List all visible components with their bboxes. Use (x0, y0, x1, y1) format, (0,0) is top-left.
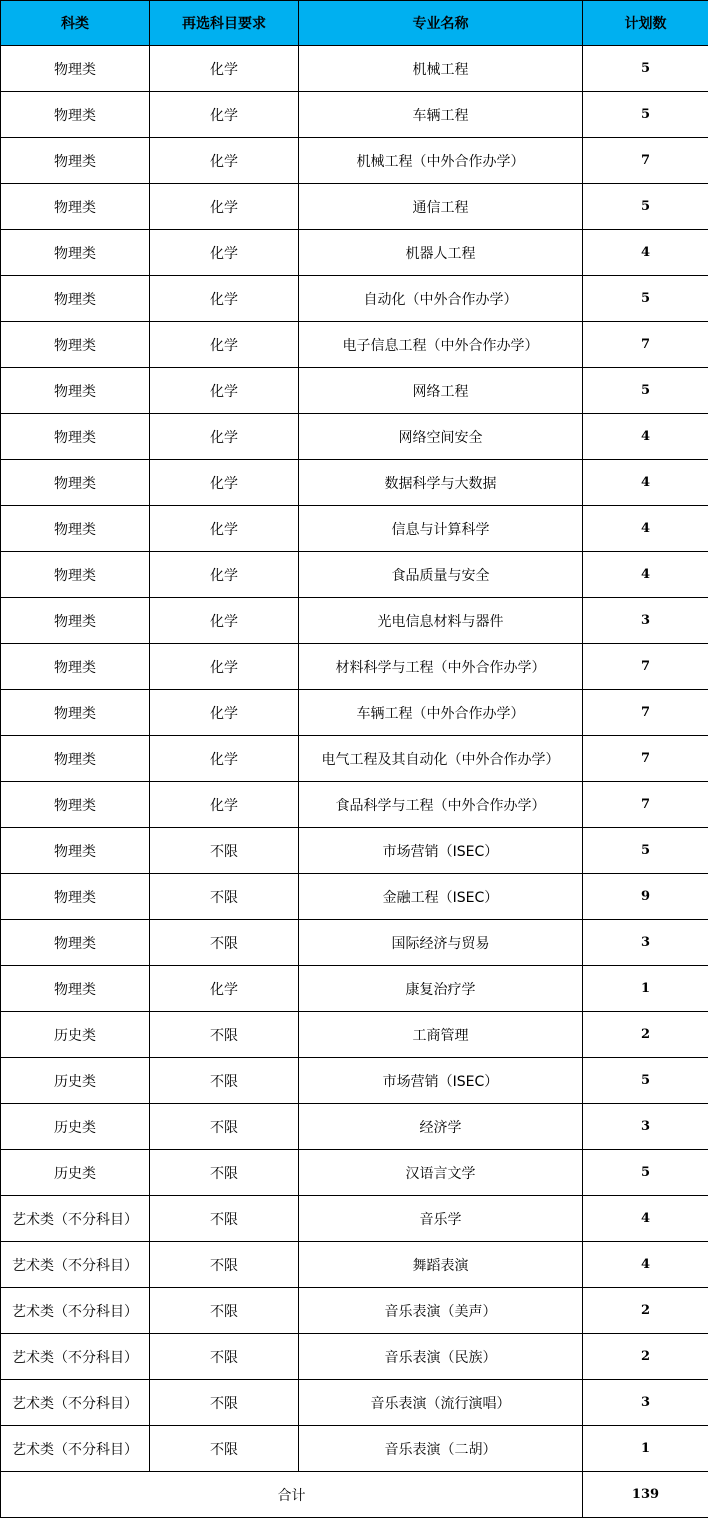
table-row (1, 828, 708, 874)
cell-plan-count: 5 (583, 1150, 708, 1196)
cell-major-name: 数据科学与大数据 (299, 460, 583, 506)
cell-plan-count: 4 (583, 414, 708, 460)
cell-subject-requirement: 不限 (150, 874, 299, 920)
table-row (1, 1196, 708, 1242)
cell-plan-count: 5 (583, 368, 708, 414)
cell-major-name: 食品科学与工程（中外合作办学） (299, 782, 583, 828)
cell-plan-count: 1 (583, 966, 708, 1012)
header-row (1, 1, 708, 46)
cell-category: 物理类 (1, 414, 150, 460)
cell-category: 物理类 (1, 46, 150, 92)
cell-category: 物理类 (1, 782, 150, 828)
cell-major-name: 康复治疗学 (299, 966, 583, 1012)
cell-plan-count: 4 (583, 230, 708, 276)
cell-subject-requirement: 化学 (150, 276, 299, 322)
table-body (1, 46, 708, 1472)
cell-subject-requirement: 不限 (150, 1426, 299, 1472)
total-row (1, 1472, 708, 1518)
cell-plan-count: 7 (583, 138, 708, 184)
cell-category: 艺术类（不分科目） (1, 1380, 150, 1426)
cell-plan-count: 3 (583, 598, 708, 644)
cell-category: 物理类 (1, 506, 150, 552)
cell-subject-requirement: 化学 (150, 598, 299, 644)
cell-major-name: 车辆工程（中外合作办学） (299, 690, 583, 736)
table-row (1, 966, 708, 1012)
table-row (1, 322, 708, 368)
cell-category: 物理类 (1, 828, 150, 874)
table-row (1, 368, 708, 414)
cell-plan-count: 1 (583, 1426, 708, 1472)
cell-category: 物理类 (1, 598, 150, 644)
table-row (1, 782, 708, 828)
cell-subject-requirement: 不限 (150, 1196, 299, 1242)
cell-plan-count: 7 (583, 322, 708, 368)
cell-category: 艺术类（不分科目） (1, 1242, 150, 1288)
cell-category: 物理类 (1, 184, 150, 230)
cell-category: 物理类 (1, 92, 150, 138)
cell-subject-requirement: 不限 (150, 1104, 299, 1150)
cell-plan-count: 4 (583, 552, 708, 598)
cell-category: 艺术类（不分科目） (1, 1196, 150, 1242)
header-category: 科类 (1, 1, 150, 46)
table-row (1, 460, 708, 506)
table-row (1, 920, 708, 966)
cell-subject-requirement: 不限 (150, 1012, 299, 1058)
table-row (1, 1058, 708, 1104)
table-row (1, 552, 708, 598)
cell-major-name: 工商管理 (299, 1012, 583, 1058)
cell-subject-requirement: 不限 (150, 1242, 299, 1288)
table-row (1, 1288, 708, 1334)
cell-subject-requirement: 化学 (150, 414, 299, 460)
cell-plan-count: 7 (583, 644, 708, 690)
cell-major-name: 信息与计算科学 (299, 506, 583, 552)
table-row (1, 736, 708, 782)
cell-major-name: 金融工程（ISEC） (299, 874, 583, 920)
cell-category: 物理类 (1, 736, 150, 782)
cell-major-name: 市场营销（ISEC） (299, 828, 583, 874)
table-row (1, 1104, 708, 1150)
cell-subject-requirement: 不限 (150, 1380, 299, 1426)
cell-plan-count: 4 (583, 1242, 708, 1288)
cell-subject-requirement: 化学 (150, 184, 299, 230)
header-subject-requirement: 再选科目要求 (150, 1, 299, 46)
table-row (1, 138, 708, 184)
cell-major-name: 光电信息材料与器件 (299, 598, 583, 644)
cell-subject-requirement: 不限 (150, 1058, 299, 1104)
cell-subject-requirement: 化学 (150, 966, 299, 1012)
table-row (1, 690, 708, 736)
cell-category: 物理类 (1, 138, 150, 184)
table-row (1, 1426, 708, 1472)
cell-plan-count: 7 (583, 736, 708, 782)
cell-major-name: 食品质量与安全 (299, 552, 583, 598)
cell-major-name: 经济学 (299, 1104, 583, 1150)
cell-category: 历史类 (1, 1150, 150, 1196)
cell-major-name: 网络工程 (299, 368, 583, 414)
cell-category: 艺术类（不分科目） (1, 1288, 150, 1334)
cell-subject-requirement: 化学 (150, 230, 299, 276)
cell-plan-count: 2 (583, 1334, 708, 1380)
table-row (1, 92, 708, 138)
header-plan-count: 计划数 (583, 1, 708, 46)
cell-category: 物理类 (1, 460, 150, 506)
cell-major-name: 舞蹈表演 (299, 1242, 583, 1288)
cell-plan-count: 5 (583, 46, 708, 92)
table-row (1, 598, 708, 644)
cell-category: 物理类 (1, 690, 150, 736)
cell-plan-count: 4 (583, 1196, 708, 1242)
cell-plan-count: 5 (583, 184, 708, 230)
cell-subject-requirement: 化学 (150, 644, 299, 690)
cell-plan-count: 2 (583, 1012, 708, 1058)
header-major-name: 专业名称 (299, 1, 583, 46)
cell-plan-count: 7 (583, 782, 708, 828)
cell-major-name: 汉语言文学 (299, 1150, 583, 1196)
cell-plan-count: 5 (583, 828, 708, 874)
cell-category: 历史类 (1, 1012, 150, 1058)
cell-subject-requirement: 化学 (150, 138, 299, 184)
table-row (1, 1334, 708, 1380)
cell-plan-count: 5 (583, 276, 708, 322)
cell-major-name: 音乐表演（二胡） (299, 1426, 583, 1472)
cell-major-name: 音乐表演（民族） (299, 1334, 583, 1380)
cell-subject-requirement: 化学 (150, 46, 299, 92)
total-value: 139 (583, 1472, 708, 1518)
table-row (1, 506, 708, 552)
cell-major-name: 音乐表演（美声） (299, 1288, 583, 1334)
table-row (1, 644, 708, 690)
cell-plan-count: 4 (583, 506, 708, 552)
cell-major-name: 电气工程及其自动化（中外合作办学） (299, 736, 583, 782)
cell-category: 历史类 (1, 1058, 150, 1104)
table-row (1, 1242, 708, 1288)
cell-subject-requirement: 化学 (150, 92, 299, 138)
cell-category: 物理类 (1, 368, 150, 414)
cell-major-name: 通信工程 (299, 184, 583, 230)
table-row (1, 276, 708, 322)
cell-major-name: 音乐学 (299, 1196, 583, 1242)
table-row (1, 1380, 708, 1426)
cell-subject-requirement: 不限 (150, 1334, 299, 1380)
total-label: 合计 (1, 1472, 583, 1518)
table-footer (1, 1472, 708, 1518)
cell-subject-requirement: 不限 (150, 1288, 299, 1334)
cell-major-name: 网络空间安全 (299, 414, 583, 460)
cell-plan-count: 3 (583, 1380, 708, 1426)
cell-category: 物理类 (1, 230, 150, 276)
cell-category: 物理类 (1, 920, 150, 966)
cell-plan-count: 9 (583, 874, 708, 920)
cell-plan-count: 3 (583, 1104, 708, 1150)
cell-major-name: 机械工程（中外合作办学） (299, 138, 583, 184)
table-row (1, 414, 708, 460)
cell-subject-requirement: 不限 (150, 1150, 299, 1196)
cell-category: 物理类 (1, 276, 150, 322)
table-row (1, 1150, 708, 1196)
table-row (1, 874, 708, 920)
cell-major-name: 市场营销（ISEC） (299, 1058, 583, 1104)
cell-plan-count: 2 (583, 1288, 708, 1334)
table-row (1, 1012, 708, 1058)
cell-subject-requirement: 化学 (150, 736, 299, 782)
cell-category: 物理类 (1, 644, 150, 690)
cell-plan-count: 7 (583, 690, 708, 736)
cell-major-name: 国际经济与贸易 (299, 920, 583, 966)
cell-subject-requirement: 化学 (150, 782, 299, 828)
table-row (1, 230, 708, 276)
cell-subject-requirement: 化学 (150, 690, 299, 736)
cell-major-name: 机器人工程 (299, 230, 583, 276)
table-header (1, 1, 708, 46)
cell-plan-count: 3 (583, 920, 708, 966)
table-row (1, 46, 708, 92)
cell-category: 物理类 (1, 966, 150, 1012)
cell-category: 艺术类（不分科目） (1, 1426, 150, 1472)
cell-plan-count: 5 (583, 92, 708, 138)
cell-category: 物理类 (1, 322, 150, 368)
cell-category: 艺术类（不分科目） (1, 1334, 150, 1380)
cell-subject-requirement: 不限 (150, 920, 299, 966)
cell-subject-requirement: 化学 (150, 368, 299, 414)
cell-plan-count: 4 (583, 460, 708, 506)
cell-major-name: 材料科学与工程（中外合作办学） (299, 644, 583, 690)
cell-plan-count: 5 (583, 1058, 708, 1104)
cell-subject-requirement: 化学 (150, 506, 299, 552)
cell-major-name: 机械工程 (299, 46, 583, 92)
table-row (1, 184, 708, 230)
cell-category: 物理类 (1, 874, 150, 920)
cell-major-name: 音乐表演（流行演唱） (299, 1380, 583, 1426)
cell-subject-requirement: 化学 (150, 460, 299, 506)
cell-major-name: 电子信息工程（中外合作办学） (299, 322, 583, 368)
cell-subject-requirement: 不限 (150, 828, 299, 874)
cell-subject-requirement: 化学 (150, 322, 299, 368)
cell-major-name: 自动化（中外合作办学） (299, 276, 583, 322)
cell-subject-requirement: 化学 (150, 552, 299, 598)
cell-major-name: 车辆工程 (299, 92, 583, 138)
cell-category: 历史类 (1, 1104, 150, 1150)
cell-category: 物理类 (1, 552, 150, 598)
